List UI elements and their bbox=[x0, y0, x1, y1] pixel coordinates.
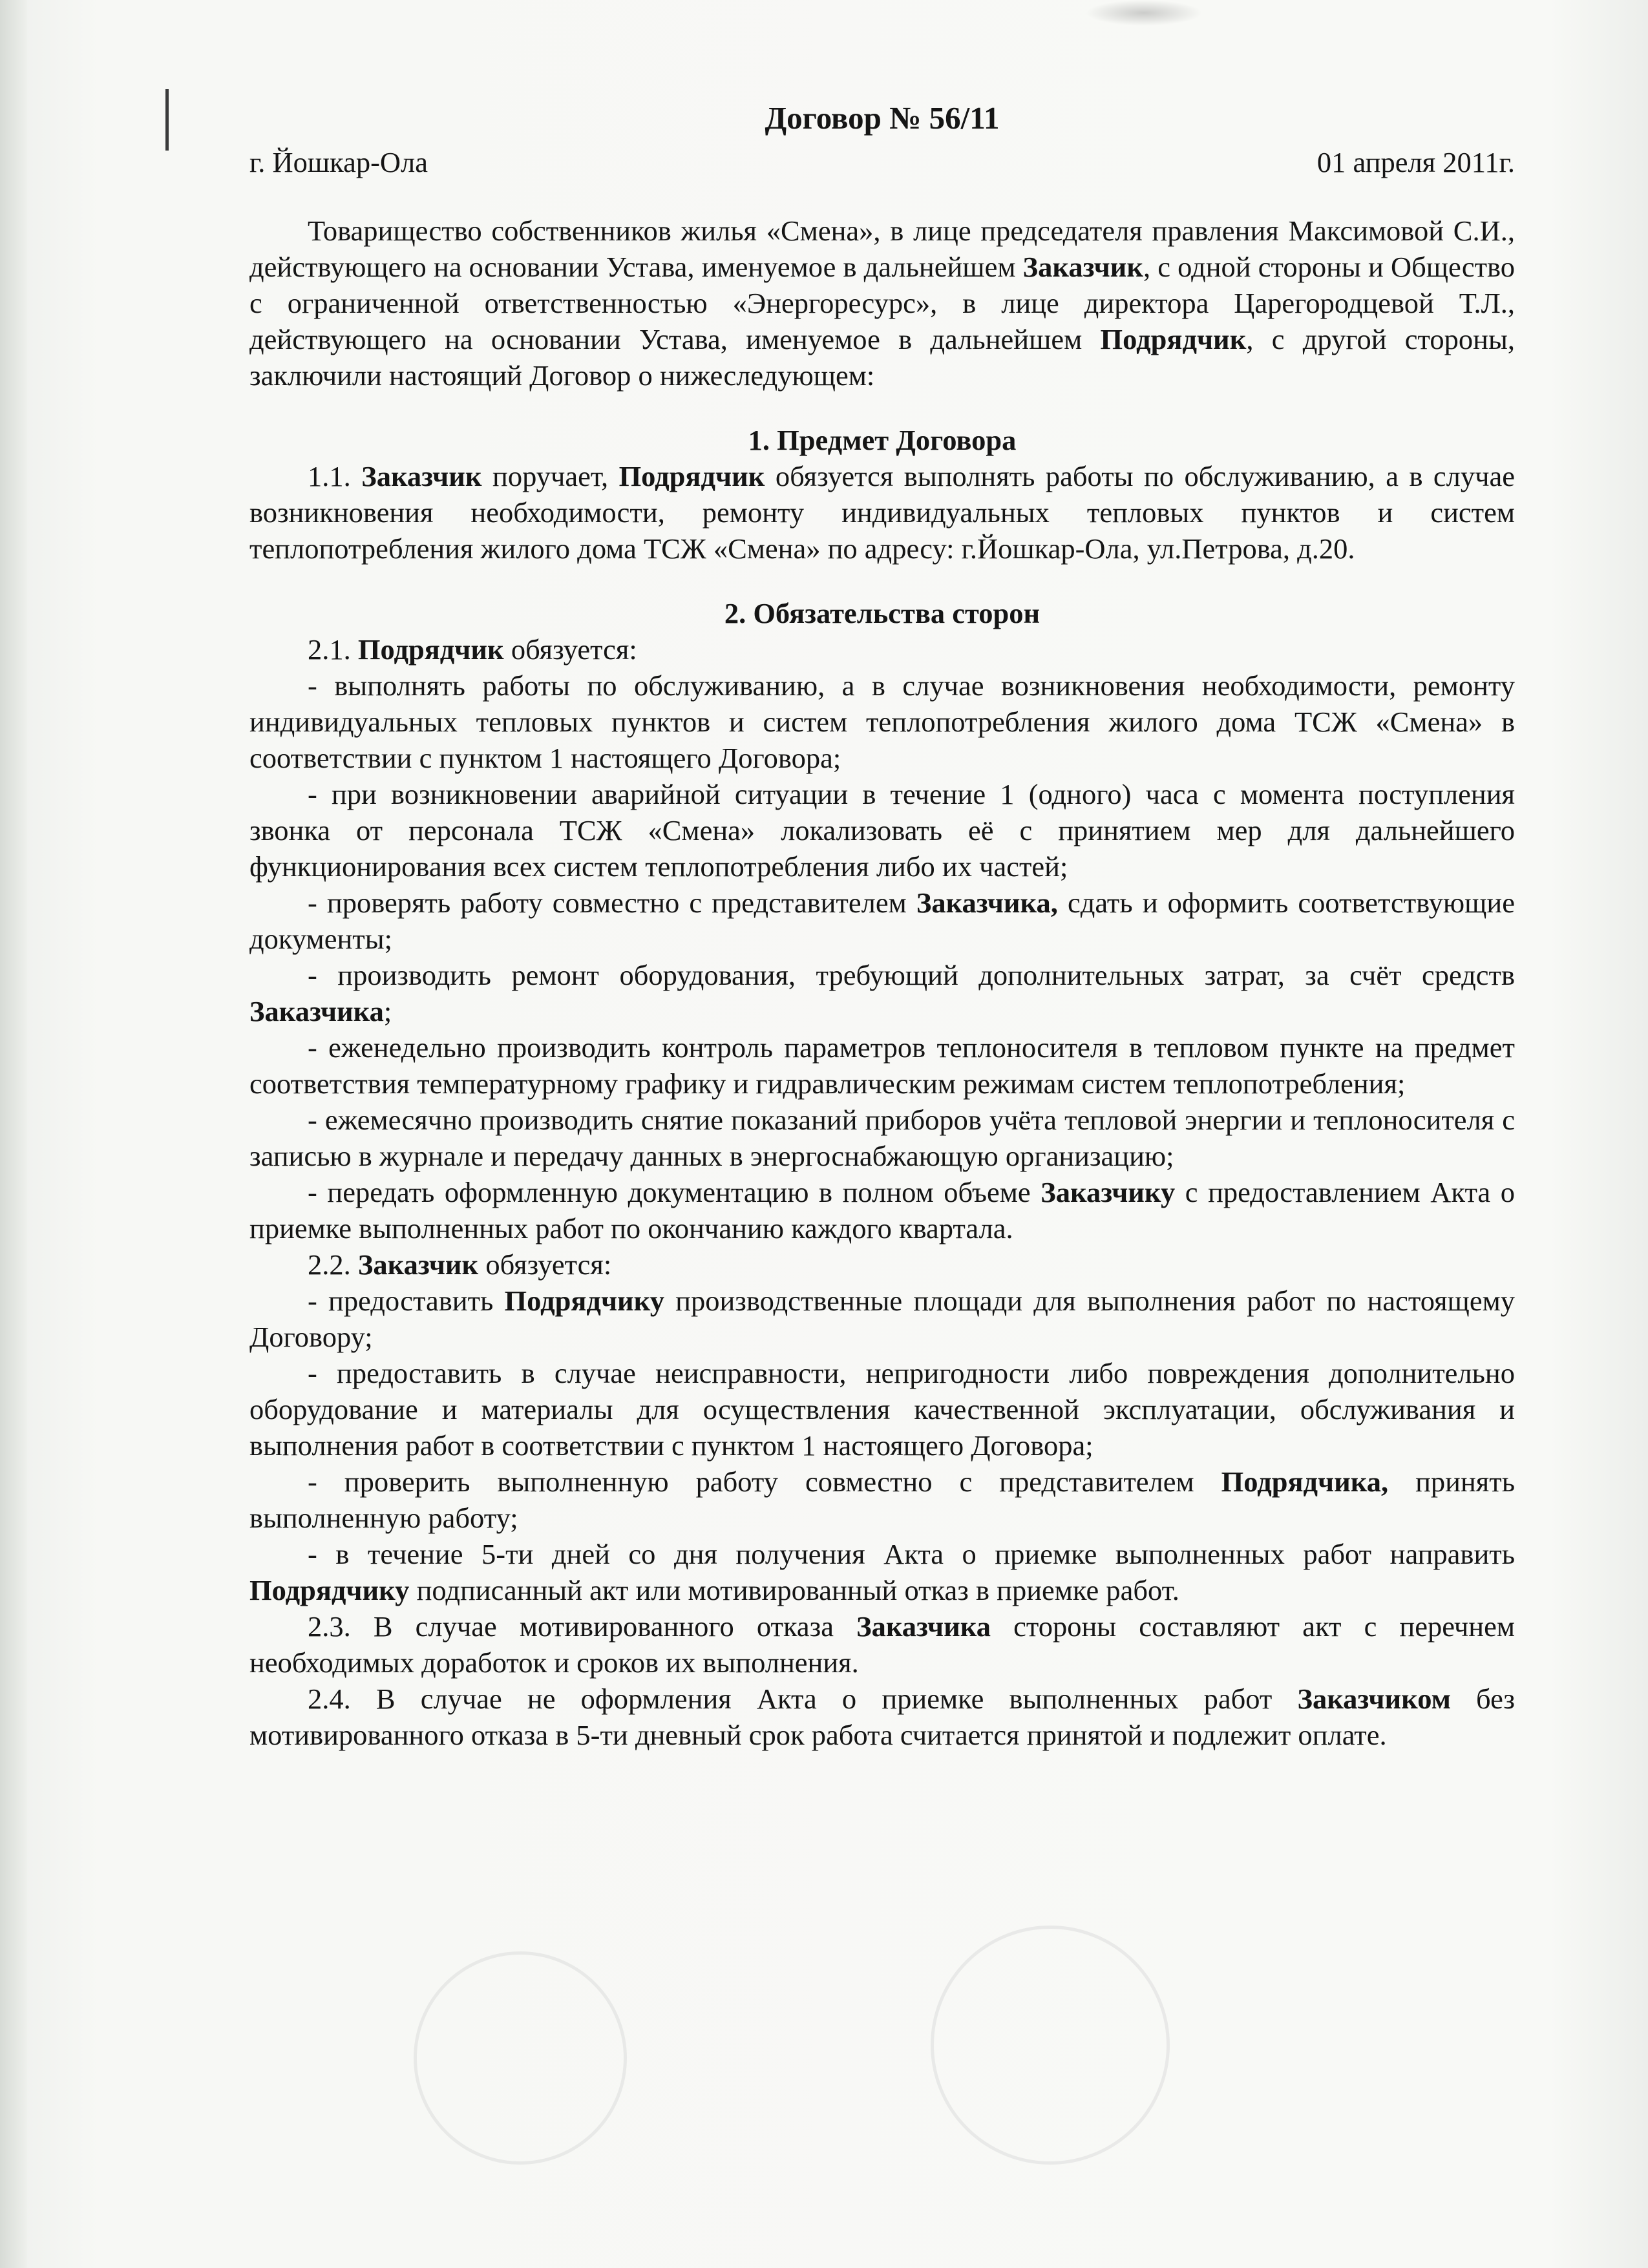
text-run: - в течение 5-ти дней со дня получения Акта о приемке выполненных работ направить bbox=[308, 1538, 1515, 1570]
list-item bbox=[249, 1355, 1515, 1464]
text-run: , с другой стороны, заключили настоящий Договор о нижеследующем: bbox=[249, 323, 1515, 392]
party-term: Подрядчик bbox=[618, 460, 765, 492]
clause-2-3 bbox=[249, 1608, 1515, 1681]
party-term: Заказчику bbox=[1041, 1176, 1176, 1208]
text-run: обязуется: bbox=[503, 633, 637, 666]
clause-2-1 bbox=[249, 631, 1515, 667]
party-term: Заказчика bbox=[856, 1610, 991, 1643]
text-run: ; bbox=[383, 995, 392, 1027]
clause-2-2 bbox=[249, 1246, 1515, 1283]
contract-body bbox=[249, 100, 1515, 1753]
party-term: Заказчика, bbox=[916, 887, 1058, 919]
list-item bbox=[249, 1464, 1515, 1536]
clause-2-4 bbox=[249, 1681, 1515, 1753]
party-term: Заказчиком bbox=[1297, 1683, 1451, 1715]
bleed-seal-ghost bbox=[414, 1951, 627, 2165]
party-term: Заказчик bbox=[1022, 251, 1143, 283]
preamble-paragraph bbox=[249, 213, 1515, 394]
text-run: Товарищество собственников жилья «Смена», в лице председателя правления Максимовой С.И., действующего на основании Устава, именуемое в дальнейшем bbox=[249, 215, 1515, 283]
text-run: 2.3. В случае мотивированного отказа bbox=[308, 1610, 857, 1643]
document-title: Договор № 56/11 bbox=[765, 100, 1000, 136]
party-term: Заказчика bbox=[249, 995, 384, 1027]
text-run: поручает, bbox=[481, 460, 619, 492]
text-run: 1.1. bbox=[308, 460, 362, 492]
party-term: Подрядчику bbox=[504, 1285, 664, 1317]
text-run: подписанный акт или мотивированный отказ в приемке работ. bbox=[409, 1574, 1179, 1606]
list-item bbox=[249, 957, 1515, 1029]
list-item bbox=[249, 1536, 1515, 1608]
list-item bbox=[249, 1283, 1515, 1355]
text-run: 2.2. bbox=[308, 1248, 358, 1281]
margin-pen-mark bbox=[165, 89, 169, 151]
scan-left-edge bbox=[0, 0, 27, 2268]
text-run: - производить ремонт оборудования, требующий дополнительных затрат, за счёт средств bbox=[308, 959, 1515, 991]
list-item bbox=[249, 667, 1515, 776]
text-run: производственные площади для выполнения работ по настоящему Договору; bbox=[249, 1285, 1515, 1353]
list-item bbox=[249, 885, 1515, 957]
party-term: Заказчик bbox=[361, 460, 482, 492]
clause-1-1 bbox=[249, 458, 1515, 567]
text-run: принять выполненную работу; bbox=[249, 1465, 1515, 1534]
text-run: с предоставлением Акта о приемке выполненных работ по окончанию каждого квартала. bbox=[249, 1176, 1515, 1244]
section-1-heading: 1. Предмет Договора bbox=[748, 424, 1017, 456]
text-run: - при возникновении аварийной ситуации в течение 1 (одного) часа с момента поступления звонка от персонала ТСЖ «Смена» локализовать её с принятием мер для дальнейшего функционирования всех систем теплопотребления либо их частей; bbox=[249, 778, 1515, 883]
customer-duties-list bbox=[249, 1283, 1515, 1608]
text-run: обязуется выполнять работы по обслуживанию, а в случае возникновения необходимости, ремонту индивидуальных тепловых пунктов и систем теплопотребления жилого дома ТСЖ «Смена» по адресу: г.Йошкар-Ола, ул.Петрова, д.20. bbox=[249, 460, 1515, 565]
text-run: - проверять работу совместно с представителем bbox=[308, 887, 916, 919]
text-run: обязуется: bbox=[478, 1248, 612, 1281]
section-2-heading: 2. Обязательства сторон bbox=[724, 597, 1041, 629]
text-run: без мотивированного отказа в 5-ти дневный срок работа считается принятой и подлежит оплате. bbox=[249, 1683, 1515, 1751]
text-run: - ежемесячно производить снятие показаний приборов учёта тепловой энергии и теплоносителя с записью в журнале и передачу данных в энергоснабжающую организацию; bbox=[249, 1104, 1515, 1172]
scan-smudge bbox=[1086, 0, 1202, 26]
text-run: 2.1. bbox=[308, 633, 358, 666]
text-run: сдать и оформить соответствующие документы; bbox=[249, 887, 1515, 955]
text-run: , с одной стороны и Общество с ограниченной ответственностью «Энергоресурс», в лице директора Царегородцевой Т.Л., действующего на основании Устава, именуемое в дальнейшем bbox=[249, 251, 1515, 355]
party-term: Подрядчик bbox=[1100, 323, 1247, 355]
text-run: - предоставить bbox=[308, 1285, 505, 1317]
list-item bbox=[249, 1029, 1515, 1102]
list-item bbox=[249, 776, 1515, 885]
party-term: Подрядчику bbox=[249, 1574, 410, 1606]
text-run: стороны составляют акт с перечнем необходимых доработок и сроков их выполнения. bbox=[249, 1610, 1515, 1679]
party-term: Заказчик bbox=[357, 1248, 479, 1281]
text-run: - предоставить в случае неисправности, непригодности либо повреждения дополнительно оборудование и материалы для осуществления качественной эксплуатации, обслуживания и выполнения работ в соответствии с пунктом 1 настоящего Договора; bbox=[249, 1357, 1515, 1462]
text-run: - передать оформленную документацию в полном объеме bbox=[308, 1176, 1041, 1208]
party-term: Подрядчика, bbox=[1221, 1465, 1389, 1498]
list-item bbox=[249, 1102, 1515, 1174]
contractor-duties-list bbox=[249, 667, 1515, 1246]
bleed-seal-ghost bbox=[931, 1926, 1170, 2165]
city: г. Йошкар-Ола bbox=[249, 146, 428, 178]
contract-date: 01 апреля 2011г. bbox=[1316, 146, 1515, 178]
list-item bbox=[249, 1174, 1515, 1246]
text-run: - проверить выполненную работу совместно с представителем bbox=[308, 1465, 1221, 1498]
text-run: 2.4. В случае не оформления Акта о приемке выполненных работ bbox=[308, 1683, 1298, 1715]
place-date-line bbox=[249, 144, 1515, 180]
text-run: - еженедельно производить контроль параметров теплоносителя в тепловом пункте на предмет соответствия температурному графику и гидравлическим режимам систем теплопотребления; bbox=[249, 1031, 1515, 1100]
party-term: Подрядчик bbox=[357, 633, 504, 666]
text-run: - выполнять работы по обслуживанию, а в случае возникновения необходимости, ремонту индивидуальных тепловых пунктов и систем теплопотребления жилого дома ТСЖ «Смена» в соответствии с пунктом 1 настоящего Договора; bbox=[249, 669, 1515, 774]
